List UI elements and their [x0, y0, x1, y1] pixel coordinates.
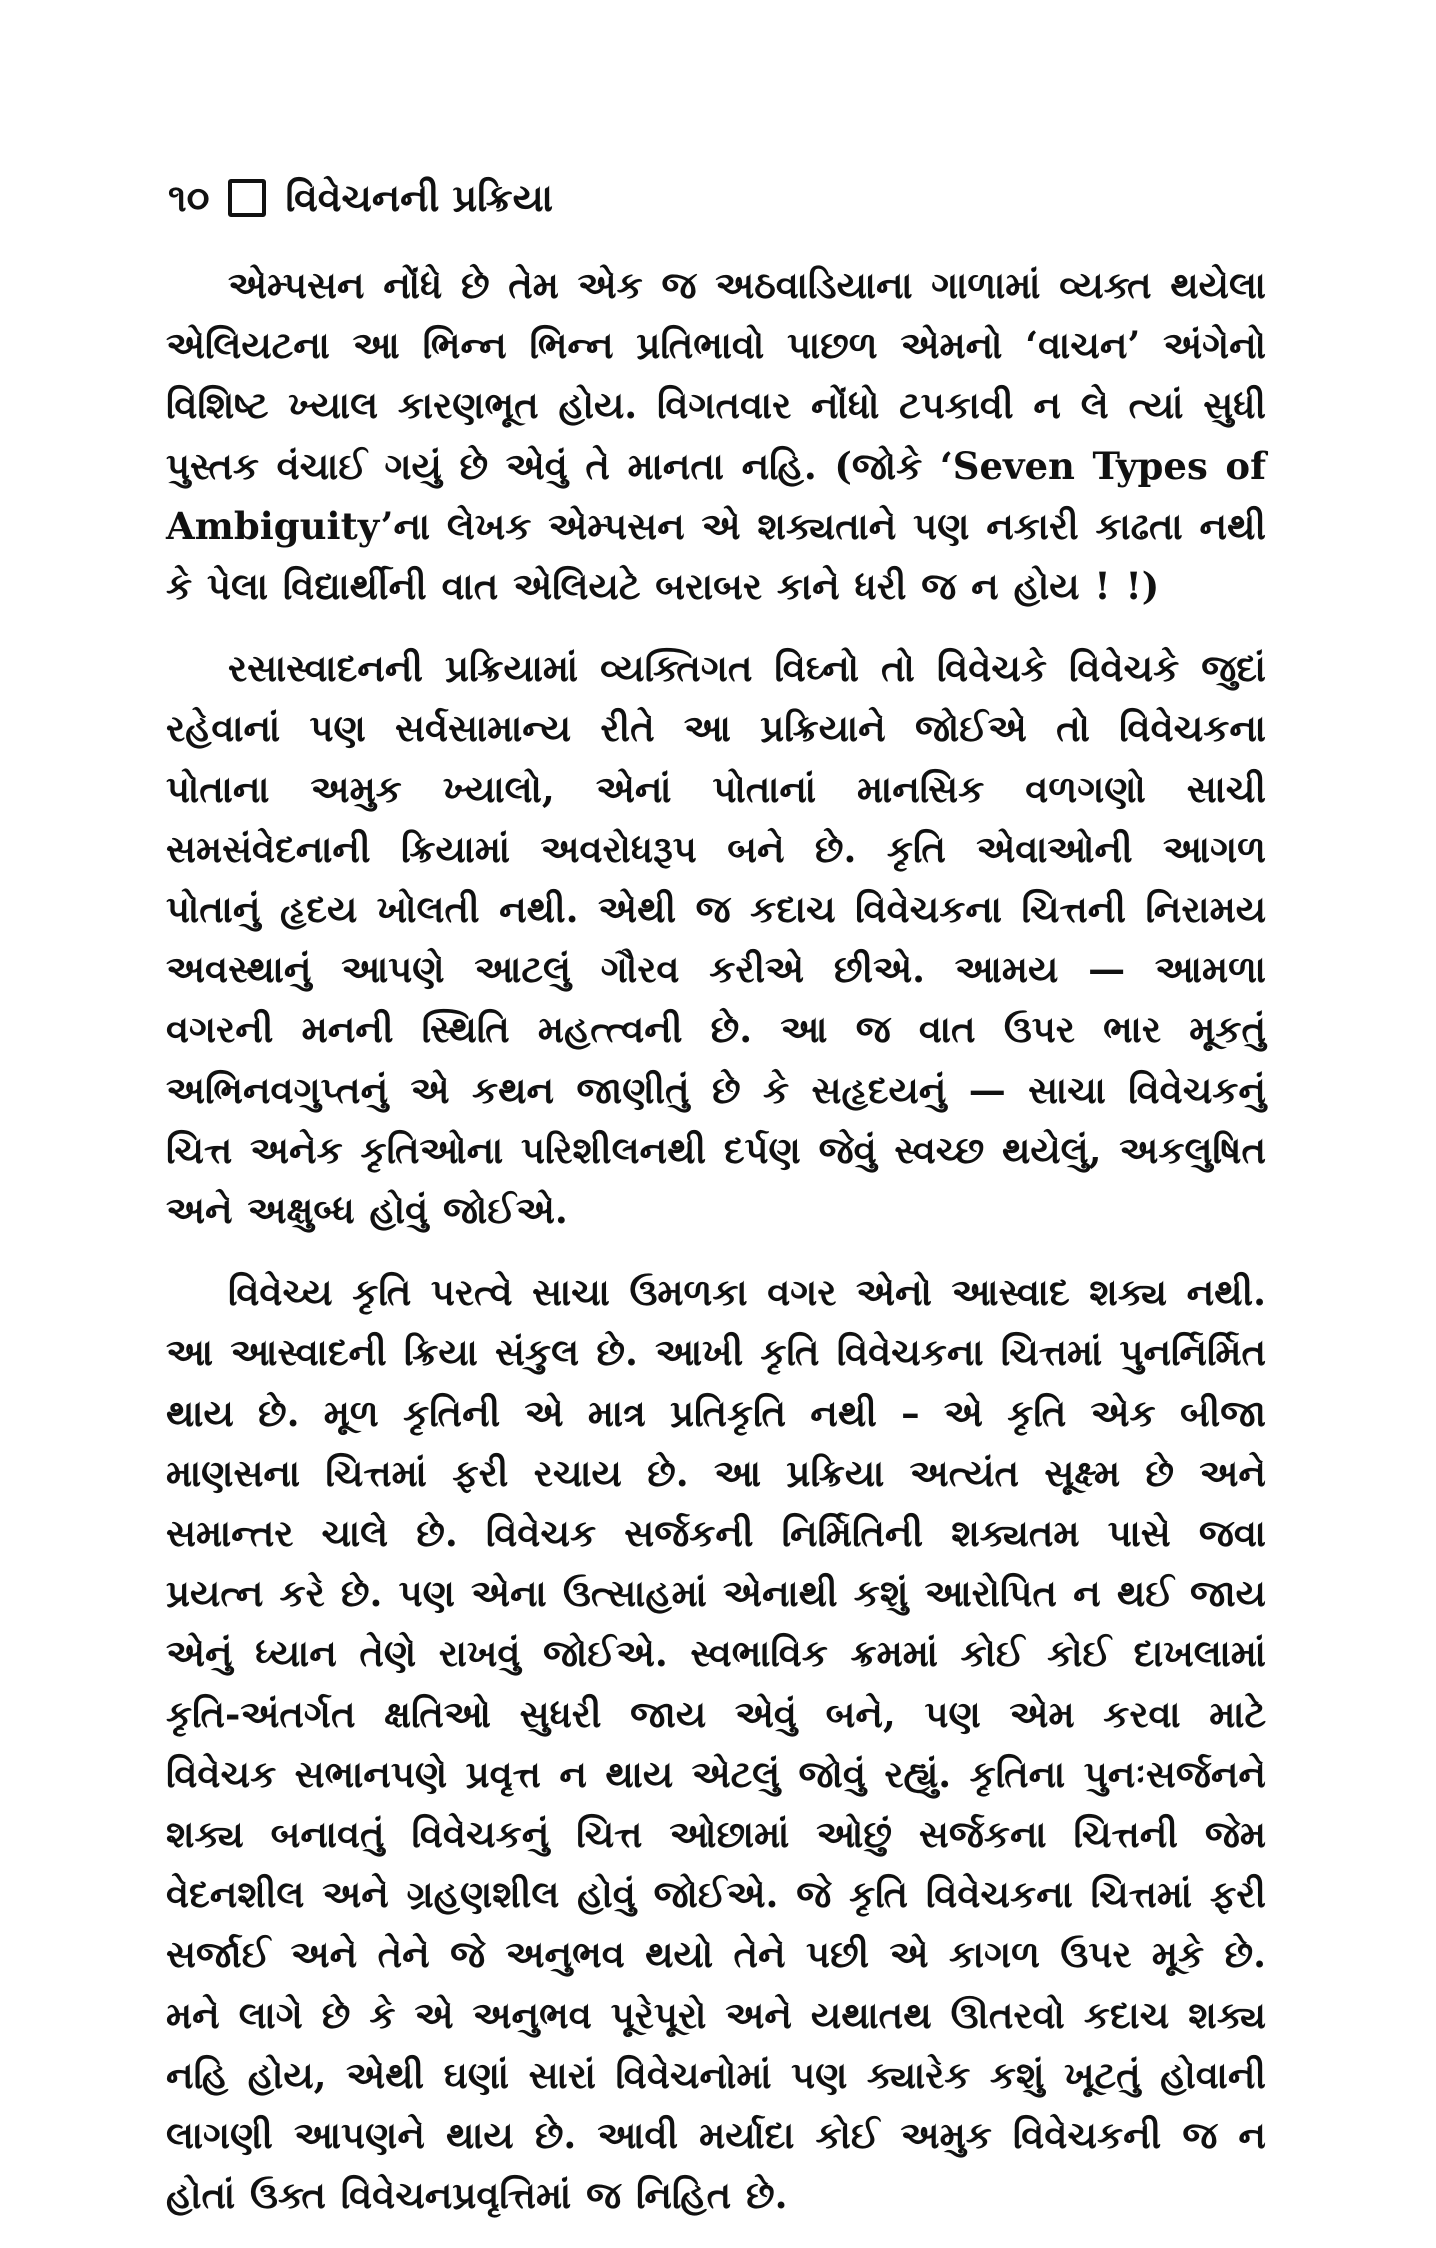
paragraph: રસાસ્વાદનની પ્રક્રિયામાં વ્યક્તિગત વિઘ્નો તો વિવેચકે વિવેચકે જુદાં રહેવાનાં પણ સર્વસામાન્ય રીતે આ પ્રક્રિયાને જોઈએ તો વિવેચકના પોતાના અમુક ખ્યાલો, એનાં પોતાનાં માનસિક વળગણો સાચી સમસંવેદનાની ક્રિયામાં અવરોધરૂપ બને છે. કૃતિ એવાઓની આગળ પોતાનું હૃદય ખોલતી નથી. એથી જ કદાચ વિવેચકના ચિત્તની નિરામય અવસ્થાનું આપણે આટલું ગૌરવ કરીએ છીએ. આમય — આમળા વગરની મનની સ્થિતિ મહત્ત્વની છે. આ જ વાત ઉપર ભાર મૂકતું અભિનવગુપ્તનું એ કથન જાણીતું છે કે સહૃદયનું — સાચા વિવેચકનું ચિત્ત અનેક કૃતિઓના પરિશીલનથી દર્પણ જેવું સ્વચ્છ થયેલું, અકલુષિત અને અક્ષુબ્ધ હોવું જોઈએ.: [166, 646, 1266, 1233]
paragraph: એમ્પસન નોંધે છે તેમ એક જ અઠવાડિયાના ગાળામાં વ્યક્ત થયેલા એલિયટના આ ભિન્ન ભિન્ન પ્રતિભાવો પાછળ એમનો ‘વાચન’ અંગેનો વિશિષ્ટ ખ્યાલ કારણભૂત હોય. વિગતવાર નોંધો ટપકાવી ન લે ત્યાં સુધી પુસ્તક વંચાઈ ગયું છે એવું તે માનતા નહિ. (જોકે ‘Seven Types of Ambiguity’ના લેખક એમ્પસન એ શક્યતાને પણ નકારી કાઢતા નથી કે પેલા વિદ્યાર્થીની વાત એલિયટે બરાબર કાને ધરી જ ન હોય ! !): [166, 263, 1266, 609]
square-ornament-icon: [228, 179, 266, 217]
page-number: ૧૦: [168, 175, 210, 220]
body-text: [166, 255, 1266, 2248]
chapter-title: વિવેચનની પ્રક્રિયા: [285, 175, 554, 220]
running-head: [168, 168, 553, 228]
paragraph: વિવેચ્ય કૃતિ પરત્વે સાચા ઉમળકા વગર એનો આસ્વાદ શક્ય નથી. આ આસ્વાદની ક્રિયા સંકુલ છે. આખી કૃતિ વિવેચકના ચિત્તમાં પુનર્નિર્મિત થાય છે. મૂળ કૃતિની એ માત્ર પ્રતિકૃતિ નથી – એ કૃતિ એક બીજા માણસના ચિત્તમાં ફરી રચાય છે. આ પ્રક્રિયા અત્યંત સૂક્ષ્મ છે અને સમાન્તર ચાલે છે. વિવેચક સર્જકની નિર્મિતિની શક્યતમ પાસે જવા પ્રયત્ન કરે છે. પણ એના ઉત્સાહમાં એનાથી કશું આરોપિત ન થઈ જાય એનું ધ્યાન તેણે રાખવું જોઈએ. સ્વભાવિક ક્રમમાં કોઈ કોઈ દાખલામાં કૃતિ-અંતર્ગત ક્ષતિઓ સુધરી જાય એવું બને, પણ એમ કરવા માટે વિવેચક સભાનપણે પ્રવૃત્ત ન થાય એટલું જોવું રહ્યું. કૃતિના પુનઃસર્જનને શક્ય બનાવતું વિવેચકનું ચિત્ત ઓછામાં ઓછું સર્જકના ચિત્તની જેમ વેદનશીલ અને ગ્રહણશીલ હોવું જોઈએ. જે કૃતિ વિવેચકના ચિત્તમાં ફરી સર્જાઈ અને તેને જે અનુભવ થયો તેને પછી એ કાગળ ઉપર મૂકે છે. મને લાગે છે કે એ અનુભવ પૂરેપૂરો અને યથાતથ ઊતરવો કદાચ શક્ય નહિ હોય, એથી ઘણાં સારાં વિવેચનોમાં પણ ક્યારેક કશું ખૂટતું હોવાની લાગણી આપણને થાય છે. આવી મર્યાદા કોઈ અમુક વિવેચકની જ ન હોતાં ઉક્ત વિવેચનપ્રવૃત્તિમાં જ નિહિત છે.: [166, 1270, 1266, 2218]
